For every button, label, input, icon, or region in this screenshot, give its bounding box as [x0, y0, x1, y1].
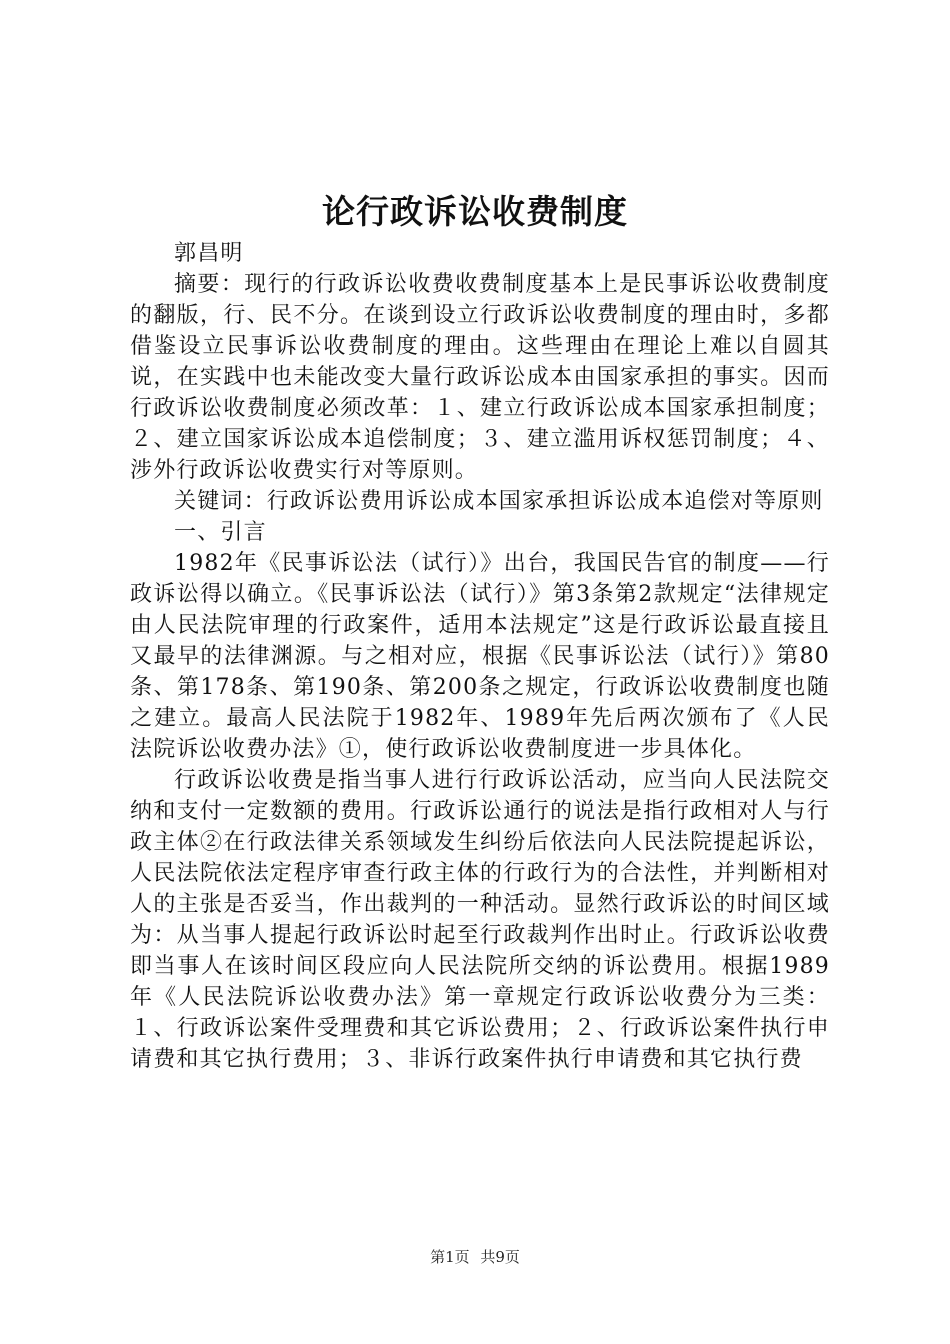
body-paragraph: 行政诉讼收费是指当事人进行行政诉讼活动，应当向人民法院交纳和支付一定数额的费用。行政诉讼通行的说法是指行政相对人与行政主体②在行政法律关系领域发生纠纷后依法向人民法院提起诉讼，人民法院依法定程序审查行政主体的行政行为的合法性，并判断相对人的主张是否妥当，作出裁判的一种活动。显然行政诉讼的时间区域为：从当事人提起行政诉讼时起至行政裁判作出时止。行政诉讼收费即当事人在该时间区段应向人民法院所交纳的诉讼费用。根据1989年《人民法院诉讼收费办法》第一章规定行政诉讼收费分为三类：１、行政诉讼案件受理费和其它诉讼费用；２、行政诉讼案件执行申请费和其它执行费用；３、非诉行政案件执行申请费和其它执行费: [130, 768, 830, 1072]
body-paragraph: 1982年《民事诉讼法（试行）》出台，我国民告官的制度——行政诉讼得以确立。《民事诉讼法（试行）》第3条第2款规定“法律规定由人民法院审理的行政案件，适用本法规定”这是行政诉讼最直接且又最早的法律渊源。与之相对应，根据《民事诉讼法（试行）》第80条、第178条、第190条、第200条之规定，行政诉讼收费制度也随之建立。最高人民法院于1982年、1989年先后两次颁布了《人民法院诉讼收费办法》①，使行政诉讼收费制度进一步具体化。: [130, 551, 830, 762]
page-footer: [0, 1246, 950, 1267]
document-title: 论行政诉讼收费制度: [322, 192, 628, 231]
abstract-paragraph: 摘要：现行的行政诉讼收费收费制度基本上是民事诉讼收费制度的翻版，行、民不分。在谈到设立行政诉讼收费制度的理由时，多都借鉴设立民事诉讼收费制度的理由。这些理由在理论上难以自圆其说，在实践中也未能改变大量行政诉讼成本由国家承担的事实。因而行政诉讼收费制度必须改革：１、建立行政诉讼成本国家承担制度；２、建立国家诉讼成本追偿制度；３、建立滥用诉权惩罚制度；４、涉外行政诉讼收费实行对等原则。: [130, 272, 830, 483]
keywords-paragraph: 关键词：行政诉讼费用诉讼成本国家承担诉讼成本追偿对等原则: [174, 489, 824, 514]
document-body: [130, 238, 830, 1075]
page-total: 共9页: [480, 1248, 520, 1266]
section-heading: 一、引言: [174, 520, 267, 545]
page-number: 第1页: [430, 1248, 470, 1266]
author-line: 郭昌明: [174, 241, 244, 266]
